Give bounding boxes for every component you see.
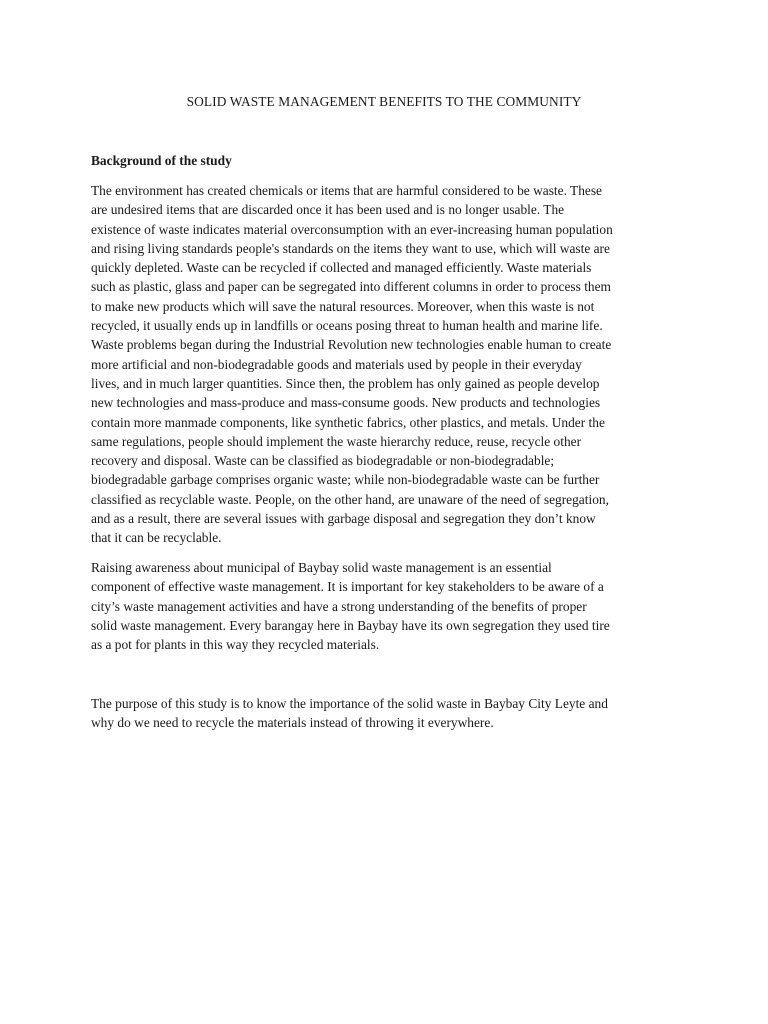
text-line: Waste problems began during the Industrial Revolution new technologies enable human to create — [91, 337, 612, 353]
paragraph-awareness — [91, 558, 681, 654]
text-line: quickly depleted. Waste can be recycled if collected and managed efficiently. Waste materials — [91, 260, 592, 276]
text-line: that it can be recyclable. — [91, 530, 222, 546]
text-line: city’s waste management activities and have a strong understanding of the benefits of proper — [91, 598, 587, 614]
text-line: recovery and disposal. Waste can be classified as biodegradable or non-biodegradable; — [91, 453, 555, 469]
text-line: Raising awareness about municipal of Baybay solid waste management is an essential — [91, 560, 552, 575]
text-line: as a pot for plants in this way they recycled materials. — [91, 637, 380, 653]
text-line: component of effective waste management. It is important for key stakeholders to be aware of a — [91, 579, 604, 595]
text-line: are undesired items that are discarded once it has been used and is no longer usable. The — [91, 202, 565, 218]
text-line: why do we need to recycle the materials instead of throwing it everywhere. — [91, 715, 494, 731]
text-line: more artificial and non-biodegradable goods and materials used by people in their everyday — [91, 356, 582, 372]
text-line: recycled, it usually ends up in landfills or oceans posing threat to human health and marine life. — [91, 318, 603, 334]
text-line: and as a result, there are several issues with garbage disposal and segregation they don’t know — [91, 511, 596, 527]
document-title: SOLID WASTE MANAGEMENT BENEFITS TO THE COMMUNITY — [186, 94, 582, 109]
text-line: and rising living standards people's standards on the items they want to use, which will waste are — [91, 240, 610, 256]
text-line: to make new products which will save the natural resources. Moreover, when this waste is not — [91, 298, 595, 314]
paragraph-background — [91, 181, 681, 548]
text-line: existence of waste indicates material overconsumption with an ever-increasing human population — [91, 221, 613, 237]
text-line: biodegradable garbage comprises organic waste; while non-biodegradable waste can be further — [91, 472, 600, 488]
text-line: The environment has created chemicals or items that are harmful considered to be waste. These — [91, 183, 603, 198]
text-line: new technologies and mass-produce and mass-consume goods. New products and technologies — [91, 395, 601, 411]
section-heading: Background of the study — [91, 153, 232, 168]
text-line: classified as recyclable waste. People, on the other hand, are unaware of the need of segregation, — [91, 491, 609, 507]
text-line: same regulations, people should implement the waste hierarchy reduce, reuse, recycle other — [91, 433, 582, 449]
text-line: solid waste management. Every barangay here in Baybay have its own segregation they used tire — [91, 617, 610, 633]
text-line: contain more manmade components, like synthetic fabrics, other plastics, and metals. Under the — [91, 414, 605, 430]
text-line: lives, and in much larger quantities. Since then, the problem has only gained as people develop — [91, 375, 600, 391]
text-line: The purpose of this study is to know the importance of the solid waste in Baybay City Leyte and — [91, 696, 608, 711]
text-line: such as plastic, glass and paper can be segregated into different columns in order to process them — [91, 279, 611, 295]
paragraph-purpose — [91, 694, 681, 733]
